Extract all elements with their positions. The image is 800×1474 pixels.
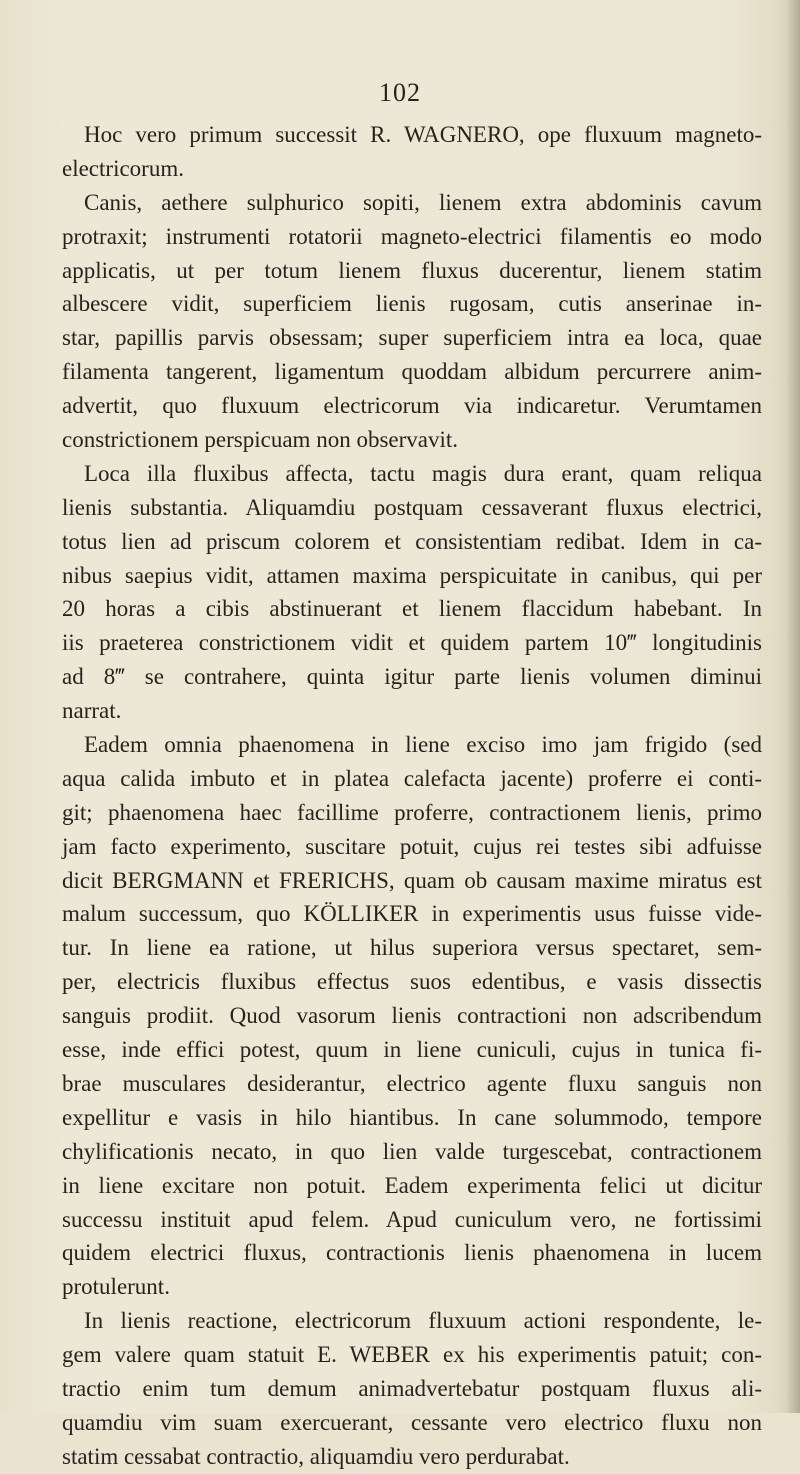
text-line: Loca illa fluxibus affecta, tactu magis dura erant, quam reliqua [84, 460, 762, 486]
text-line: nibus saepius vidit, attamen maxima perspicuitate in canibus, qui per [62, 562, 762, 588]
text-line: in liene excitare non potuit. Eadem experimenta felici ut dicitur [62, 1172, 762, 1198]
body-text [62, 118, 762, 1474]
text-line: gem valere quam statuit E. WEBER ex his experimentis patuit; con- [62, 1342, 762, 1368]
text-line: protulerunt. [62, 1274, 170, 1300]
text-line: totus lien ad priscum colorem et consistentiam redibat. Idem in ca- [62, 528, 762, 554]
text-line: sanguis prodiit. Quod vasorum lienis contractioni non adscribendum [62, 1003, 762, 1029]
text-line: successu instituit apud felem. Apud cuniculum vero, ne fortissimi [62, 1206, 762, 1232]
text-line: star, papillis parvis obsessam; super superficiem intra ea loca, quae [62, 325, 762, 351]
text-line: Hoc vero primum successit R. WAGNERO, ope fluxuum magneto- [84, 122, 762, 147]
text-line: ad 8‴ se contrahere, quinta igitur parte lienis volumen diminui [62, 664, 762, 690]
text-line: albescere vidit, superficiem lienis rugosam, cutis anserinae in- [62, 291, 762, 317]
text-line: electricorum. [62, 155, 184, 181]
text-line: malum successum, quo KÖLLIKER in experimentis usus fuisse vide- [62, 901, 762, 927]
text-line: tractio enim tum demum animadvertebatur postquam fluxus ali- [62, 1375, 762, 1401]
text-line: filamenta tangerent, ligamentum quoddam albidum percurrere anim- [62, 359, 762, 385]
text-line: protraxit; instrumenti rotatorii magneto-electrici filamentis eo modo [62, 223, 762, 249]
page-number: 102 [379, 78, 421, 107]
text-line: aqua calida imbuto et in platea calefacta jacente) proferre ei conti- [62, 765, 762, 791]
text-line: dicit BERGMANN et FRERICHS, quam ob causam maxime miratus est [62, 867, 762, 893]
text-line: applicatis, ut per totum lienem fluxus ducerentur, lienem statim [62, 257, 762, 283]
text-line: advertit, quo fluxuum electricorum via indicaretur. Verumtamen [62, 393, 762, 419]
text-line: chylificationis necato, in quo lien valde turgescebat, contractionem [62, 1138, 762, 1164]
text-line: statim cessabat contractio, aliquamdiu vero perdurabat. [62, 1443, 570, 1469]
text-line: constrictionem perspicuam non observavit. [62, 427, 459, 453]
text-line: iis praeterea constrictionem vidit et quidem partem 10‴ longitudinis [62, 630, 762, 656]
text-line: esse, inde effici potest, quum in liene cuniculi, cujus in tunica fi- [62, 1037, 762, 1063]
page-edge-shadow [786, 0, 800, 1413]
text-line: Canis, aethere sulphurico sopiti, lienem extra abdominis cavum [84, 189, 762, 215]
text-line: In lienis reactione, electricorum fluxuum actioni respondente, le- [84, 1308, 762, 1334]
text-line: expellitur e vasis in hilo hiantibus. In cane solummodo, tempore [62, 1104, 762, 1130]
text-line: per, electricis fluxibus effectus suos edentibus, e vasis dissectis [62, 969, 762, 995]
text-line: quamdiu vim suam exercuerant, cessante vero electrico fluxu non [62, 1409, 762, 1435]
text-line: 20 horas a cibis abstinuerant et lienem flaccidum habebant. In [62, 596, 762, 622]
text-line: jam facto experimento, suscitare potuit, cujus rei testes sibi adfuisse [62, 833, 762, 859]
text-line: lienis substantia. Aliquamdiu postquam cessaverant fluxus electrici, [62, 494, 762, 520]
text-line: tur. In liene ea ratione, ut hilus superiora versus spectaret, sem- [62, 935, 762, 961]
text-line: git; phaenomena haec facillime proferre, contractionem lienis, primo [62, 799, 762, 825]
text-line: brae musculares desiderantur, electrico agente fluxu sanguis non [62, 1070, 762, 1096]
text-line: narrat. [62, 698, 122, 724]
text-line: quidem electrici fluxus, contractionis lienis phaenomena in lucem [62, 1240, 762, 1266]
text-line: Eadem omnia phaenomena in liene exciso imo jam frigido (sed [84, 732, 762, 758]
